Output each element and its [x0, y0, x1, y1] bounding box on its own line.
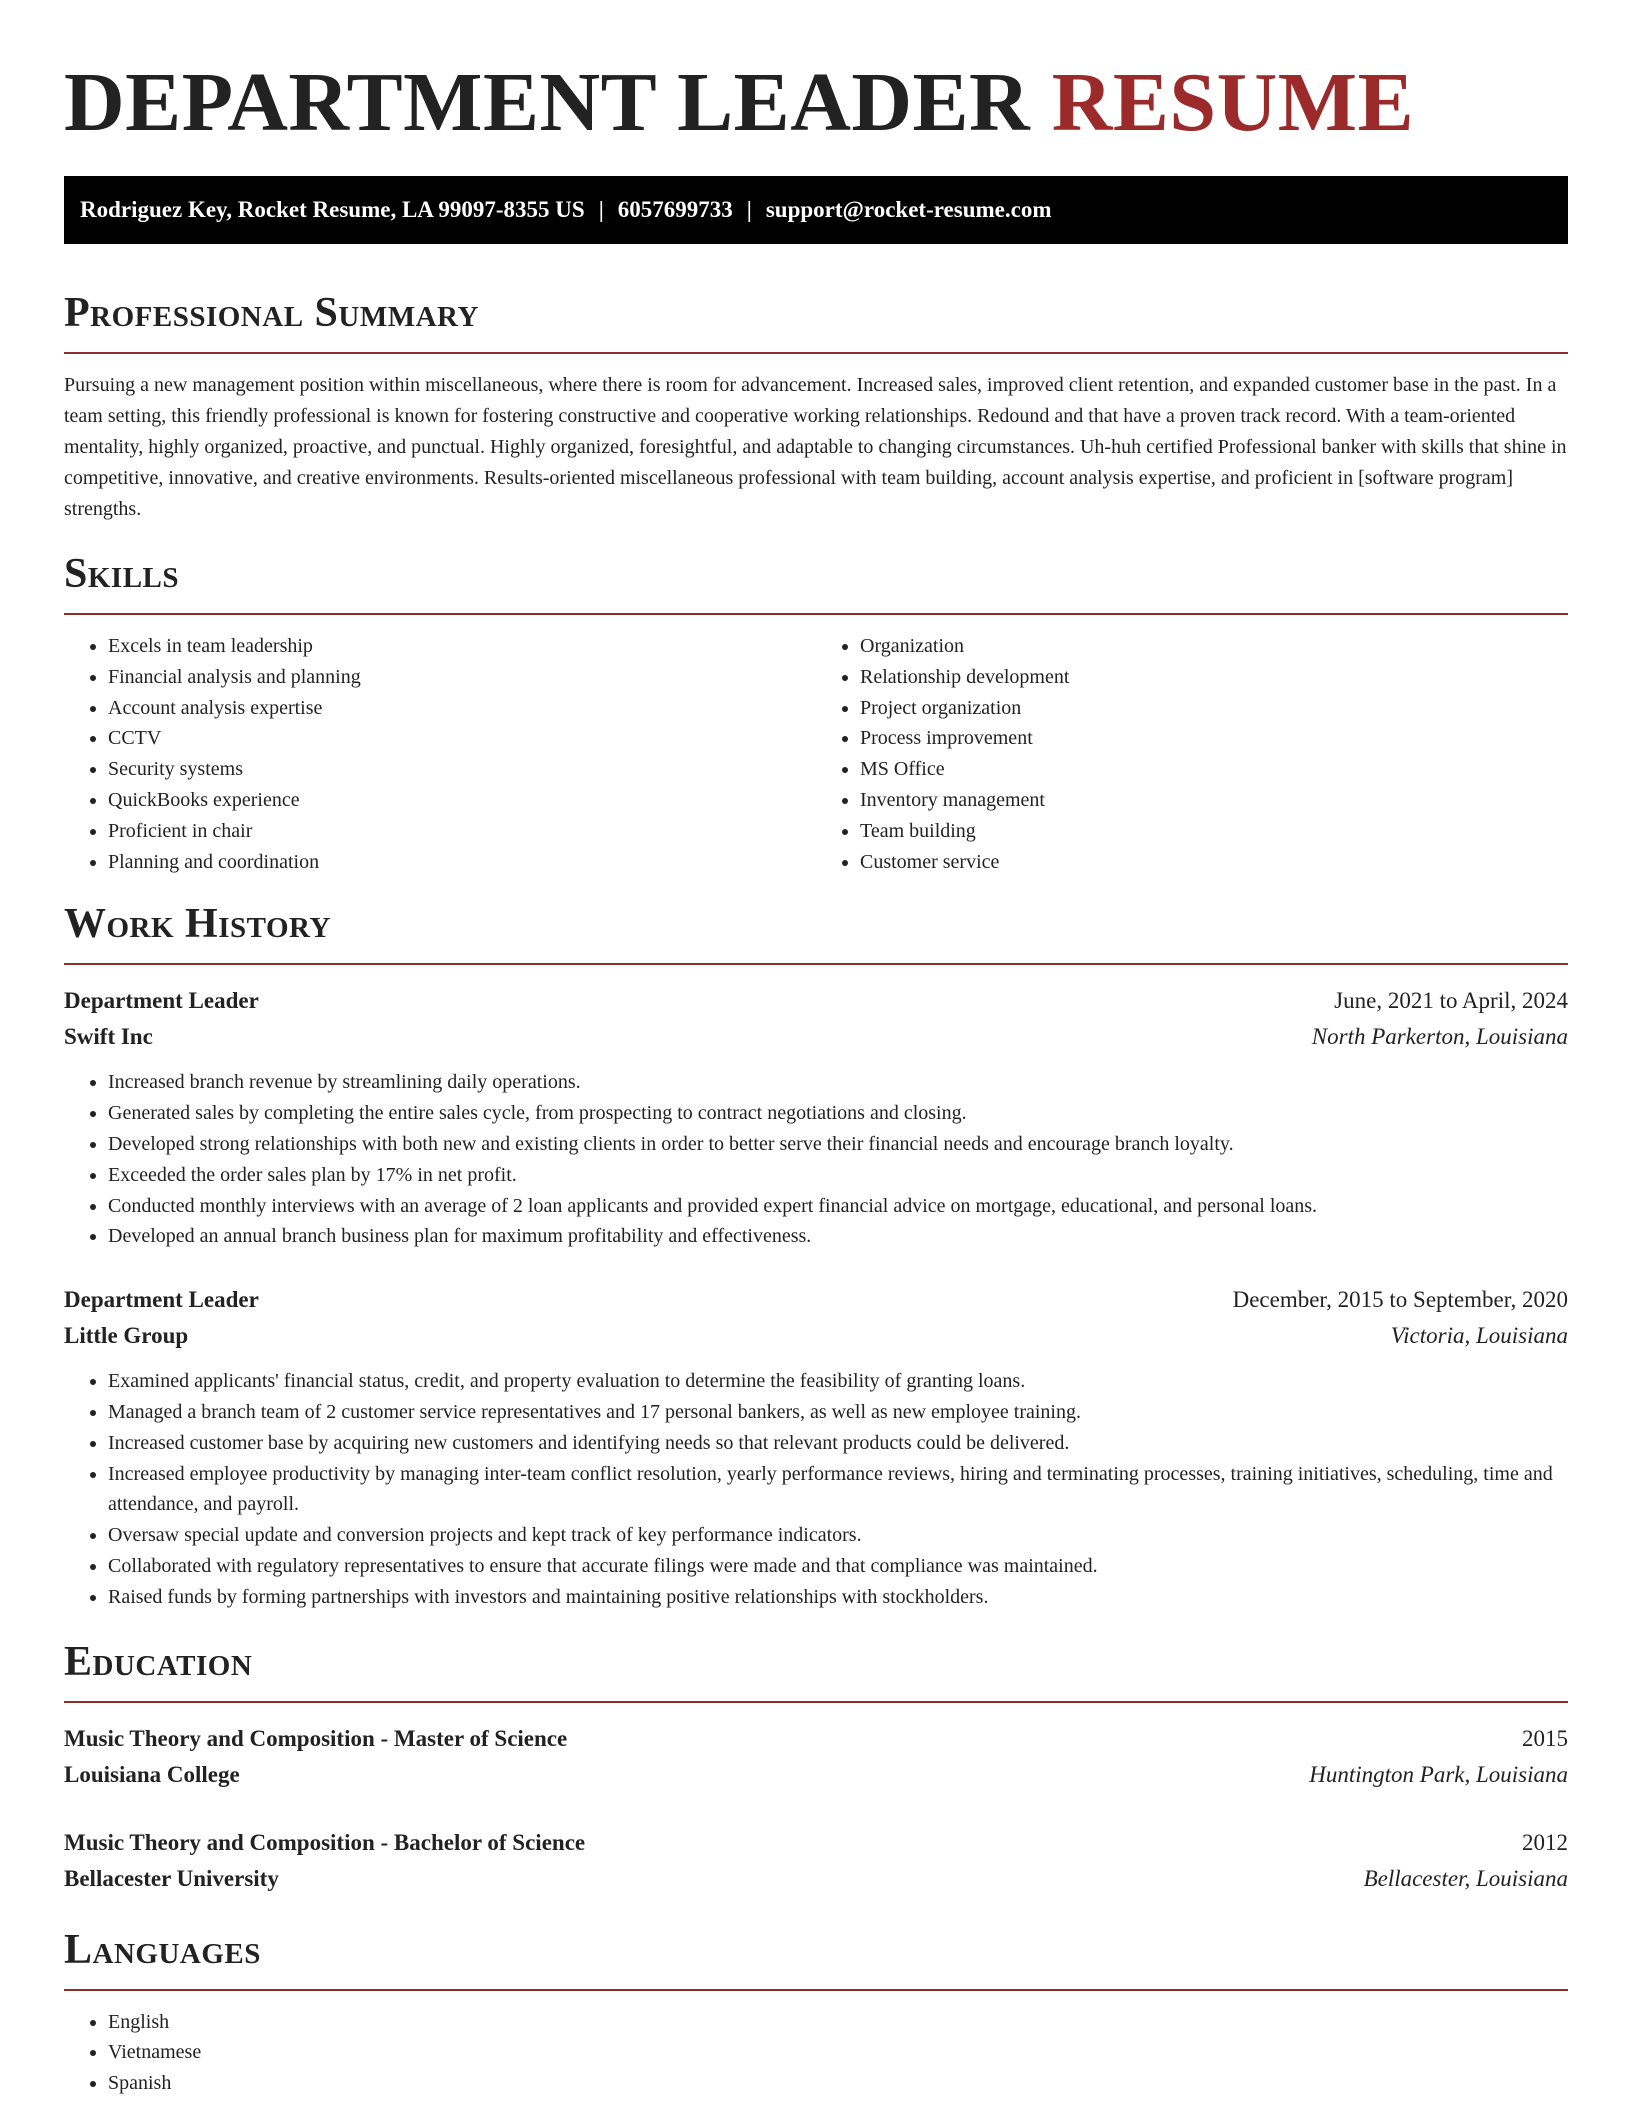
skill-item: • QuickBooks experience	[108, 785, 816, 816]
section-heading: Professional Summary	[64, 290, 479, 336]
skill-item: • Customer service	[860, 847, 1568, 878]
job-title: Department Leader	[64, 988, 259, 1014]
skill-item: • Relationship development	[860, 662, 1568, 693]
skill-item: • Account analysis expertise	[108, 693, 816, 724]
skill-item: • Financial analysis and planning	[108, 662, 816, 693]
job-company-row	[64, 1019, 1568, 1055]
summary-section	[64, 288, 1568, 525]
education-degree: Music Theory and Composition - Bachelor of Science	[64, 1829, 586, 1855]
education-degree-row	[64, 1825, 1568, 1861]
job-bullet: • Increased employee productivity by managing inter-team conflict resolution, yearly performance reviews, hiring and terminating processes, training initiatives, scheduling, time and attendance, and payroll.	[108, 1459, 1568, 1521]
job-location: North Parkerton, Louisiana	[1311, 1024, 1568, 1050]
job-bullet: • Increased customer base by acquiring new customers and identifying needs so that relevant products could be delivered.	[108, 1428, 1568, 1459]
skill-item: • Planning and coordination	[108, 847, 816, 878]
job-company: Swift Inc	[64, 1024, 153, 1050]
contact-separator: |	[746, 197, 752, 222]
education-year: 2015	[1522, 1725, 1568, 1751]
language-item: • English	[108, 2007, 1568, 2038]
contact-bar	[64, 176, 1568, 244]
education-degree-row	[64, 1721, 1568, 1757]
contact-address: Rodriguez Key, Rocket Resume, LA 99097-8355 US	[80, 197, 585, 222]
contact-phone: 6057699733	[617, 197, 733, 222]
section-divider	[64, 1989, 1568, 1991]
skills-columns	[64, 631, 1568, 877]
job-bullet: • Generated sales by completing the entire sales cycle, from prospecting to contract negotiations and closing.	[108, 1098, 1568, 1129]
job-bullet: • Raised funds by forming partnerships with investors and maintaining positive relationships with stockholders.	[108, 1582, 1568, 1613]
skill-item: • Security systems	[108, 754, 816, 785]
skill-item: • Process improvement	[860, 723, 1568, 754]
job-bullet: • Developed strong relationships with both new and existing clients in order to better serve their financial needs and encourage branch loyalty.	[108, 1129, 1568, 1160]
skill-item: • Team building	[860, 816, 1568, 847]
skill-item: • Proficient in chair	[108, 816, 816, 847]
education-entry	[64, 1721, 1568, 1793]
section-heading: Languages	[64, 1926, 261, 1973]
contact-separator: |	[598, 197, 604, 222]
section-divider	[64, 1701, 1568, 1703]
section-heading: Work History	[64, 901, 331, 948]
job-bullet: • Exceeded the order sales plan by 17% in net profit.	[108, 1160, 1568, 1191]
skill-item: • Organization	[860, 631, 1568, 662]
education-entry	[64, 1825, 1568, 1897]
job-header-row	[64, 1282, 1568, 1318]
job-bullet: • Conducted monthly interviews with an average of 2 loan applicants and provided expert financial advice on mortgage, educational, and personal loans.	[108, 1191, 1568, 1222]
job-entry	[64, 1282, 1568, 1612]
job-company-row	[64, 1318, 1568, 1354]
section-heading: Skills	[64, 551, 180, 597]
job-dates: December, 2015 to September, 2020	[1232, 1287, 1568, 1313]
language-item: • Vietnamese	[108, 2037, 1568, 2068]
skill-item: • Project organization	[860, 693, 1568, 724]
job-dates: June, 2021 to April, 2024	[1334, 988, 1568, 1014]
title-main: DEPARTMENT LEADER	[64, 56, 1031, 149]
resume-title	[64, 0, 1568, 172]
section-heading: Education	[64, 1638, 253, 1685]
skills-list-left	[64, 631, 816, 877]
skills-section	[64, 549, 1568, 877]
job-entry	[64, 983, 1568, 1252]
education-location: Huntington Park, Louisiana	[1309, 1761, 1568, 1787]
education-school: Bellacester University	[64, 1865, 279, 1891]
skill-item: • Inventory management	[860, 785, 1568, 816]
section-divider	[64, 352, 1568, 354]
education-year: 2012	[1522, 1829, 1568, 1855]
job-bullet: • Developed an annual branch business plan for maximum profitability and effectiveness.	[108, 1221, 1568, 1252]
education-degree: Music Theory and Composition - Master of Science	[64, 1725, 568, 1751]
skill-item: • CCTV	[108, 723, 816, 754]
languages-list	[64, 2007, 1568, 2099]
work-history-section	[64, 899, 1568, 1612]
job-company: Little Group	[64, 1323, 189, 1349]
education-school-row	[64, 1861, 1568, 1897]
job-bullet: • Increased branch revenue by streamlining daily operations.	[108, 1067, 1568, 1098]
skills-list-right	[816, 631, 1568, 877]
job-location: Victoria, Louisiana	[1390, 1323, 1568, 1349]
job-bullet: • Examined applicants' financial status, credit, and property evaluation to determine the feasibility of granting loans.	[108, 1366, 1568, 1397]
job-header-row	[64, 983, 1568, 1019]
education-school-row	[64, 1757, 1568, 1793]
education-section	[64, 1637, 1568, 1897]
section-divider	[64, 963, 1568, 965]
skill-item: • MS Office	[860, 754, 1568, 785]
job-bullet: • Oversaw special update and conversion projects and kept track of key performance indicators.	[108, 1520, 1568, 1551]
title-accent: RESUME	[1051, 56, 1415, 149]
languages-section	[64, 1925, 1568, 2099]
education-school: Louisiana College	[64, 1761, 240, 1787]
job-bullets	[64, 1067, 1568, 1252]
job-bullet: • Managed a branch team of 2 customer service representatives and 17 personal bankers, as well as new employee training.	[108, 1397, 1568, 1428]
education-location: Bellacester, Louisiana	[1363, 1865, 1568, 1891]
summary-text: Pursuing a new management position within miscellaneous, where there is room for advancement. Increased sales, improved client retention, and expanded customer base in the past. In a team setting, this friendly professional is known for fostering constructive and cooperative working relationships. Redound and that have a proven track record. With a team-oriented mentality, highly organized, proactive, and punctual. Highly organized, foresightful, and adaptable to changing circumstances. Uh-huh certified Professional banker with skills that shine in competitive, innovative, and creative environments. Results-oriented miscellaneous professional with team building, account analysis expertise, and proficient in [software program] strengths.	[64, 374, 1567, 520]
job-bullet: • Collaborated with regulatory representatives to ensure that accurate filings were made and that compliance was maintained.	[108, 1551, 1568, 1582]
language-item: • Spanish	[108, 2068, 1568, 2099]
section-divider	[64, 613, 1568, 615]
job-title: Department Leader	[64, 1287, 259, 1313]
skill-item: • Excels in team leadership	[108, 631, 816, 662]
job-bullets	[64, 1366, 1568, 1612]
contact-email: support@rocket-resume.com	[765, 197, 1052, 222]
